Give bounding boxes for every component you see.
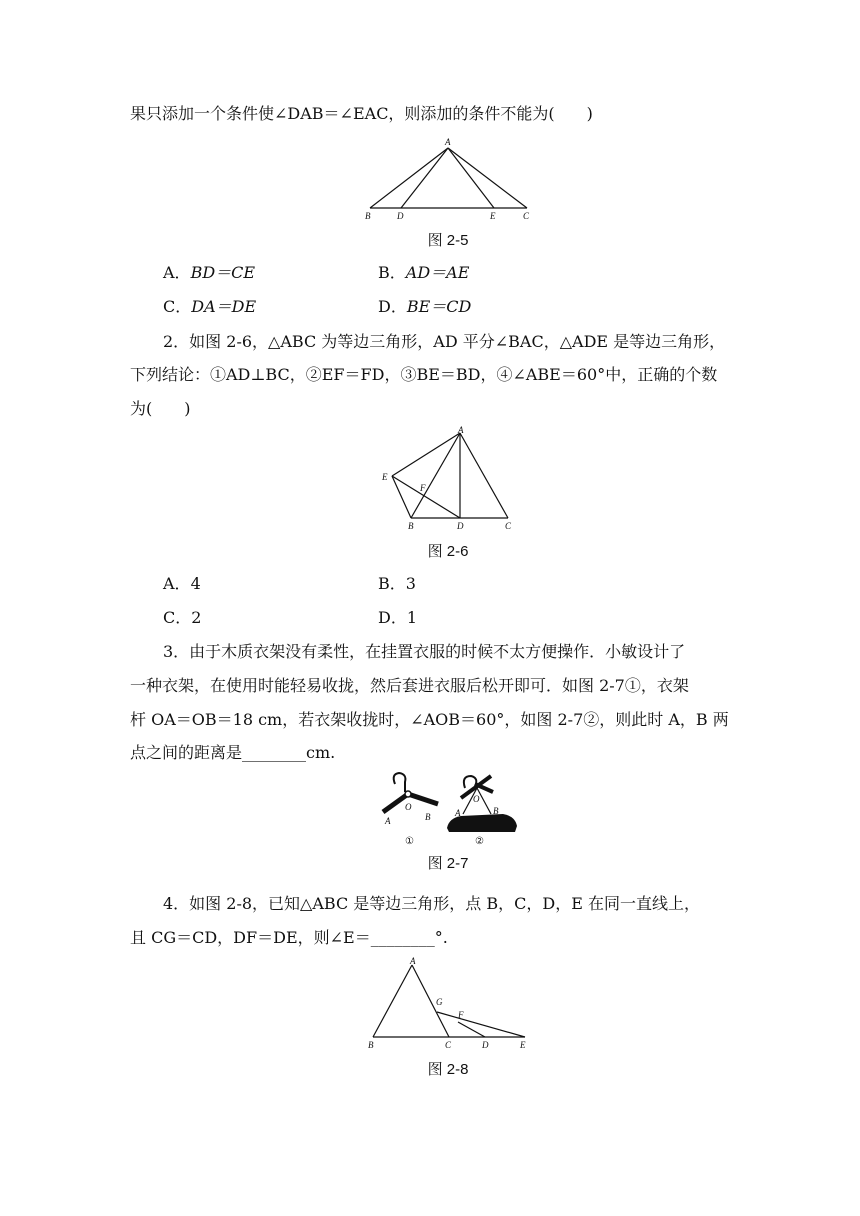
option-b: B．AD＝AE (378, 263, 470, 282)
label-f: F (420, 483, 426, 493)
q2-line-3: 为( ) (130, 399, 191, 418)
q4-line-1: 4．如图 2-8，已知△ABC 是等边三角形，点 B，C，D，E 在同一直线上， (163, 894, 700, 913)
label-a: A (455, 808, 461, 818)
label-a: A (385, 816, 391, 826)
figure-2-6 (375, 425, 520, 535)
label-e: E (520, 1040, 526, 1050)
figure-2-7 (375, 770, 545, 850)
q2-line-1: 2．如图 2-6，△ABC 为等边三角形，AD 平分∠BAC，△ADE 是等边三角形， (163, 332, 726, 351)
q3-line-3: 杆 OA＝OB＝18 cm，若衣架收拢时，∠AOB＝60°，如图 2-7②，则此时 A，B 两 (130, 710, 729, 729)
figure-caption: 图 2-5 (427, 232, 469, 249)
option-c: C．2 (163, 608, 202, 627)
label-d: D (397, 211, 404, 221)
label-a: A (458, 425, 464, 435)
q3-line-2: 一种衣架，在使用时能轻易收拢，然后套进衣服后松开即可．如图 2-7①，衣架 (130, 676, 689, 695)
label-c: C (445, 1040, 452, 1050)
q1-stem: 果只添加一个条件使∠DAB＝∠EAC，则添加的条件不能为( ) (130, 104, 593, 123)
sub-label-1: ① (405, 836, 414, 847)
label-d: D (457, 521, 464, 531)
label-c: C (505, 521, 512, 531)
label-e: E (382, 472, 388, 482)
q2-line-2: 下列结论：①AD⊥BC，②EF＝FD，③BE＝BD，④∠ABE＝60°中，正确的个数 (130, 365, 718, 384)
option-d: D．BE＝CD (378, 297, 472, 316)
label-a: A (445, 137, 451, 147)
label-d: D (482, 1040, 489, 1050)
label-b: B (365, 211, 371, 221)
q3-line-1: 3．由于木质衣架没有柔性，在挂置衣服的时候不太方便操作．小敏设计了 (163, 642, 686, 661)
label-a: A (410, 956, 416, 966)
label-o: O (473, 794, 480, 804)
figure-caption: 图 2-7 (427, 855, 469, 872)
label-b: B (368, 1040, 374, 1050)
sub-label-2: ② (475, 836, 484, 847)
option-c: C．DA＝DE (163, 297, 257, 316)
label-e: E (490, 211, 496, 221)
figure-caption: 图 2-8 (427, 1061, 469, 1078)
label-f: F (458, 1010, 464, 1020)
figure-caption: 图 2-6 (427, 543, 469, 560)
q4-line-2: 且 CG＝CD，DF＝DE，则∠E＝________°. (130, 928, 448, 947)
option-d: D．1 (378, 608, 418, 627)
option-a: A．4 (163, 574, 201, 593)
label-o: O (405, 802, 412, 812)
figure-2-5 (355, 135, 540, 225)
q3-line-4: 点之间的距离是________cm. (130, 743, 336, 762)
label-g: G (436, 997, 443, 1007)
label-b: B (425, 812, 431, 822)
label-c: C (523, 211, 530, 221)
option-a: A．BD＝CE (163, 263, 256, 282)
label-b: B (408, 521, 414, 531)
option-b: B．3 (378, 574, 416, 593)
figure-2-8 (360, 955, 535, 1053)
label-b: B (493, 806, 499, 816)
